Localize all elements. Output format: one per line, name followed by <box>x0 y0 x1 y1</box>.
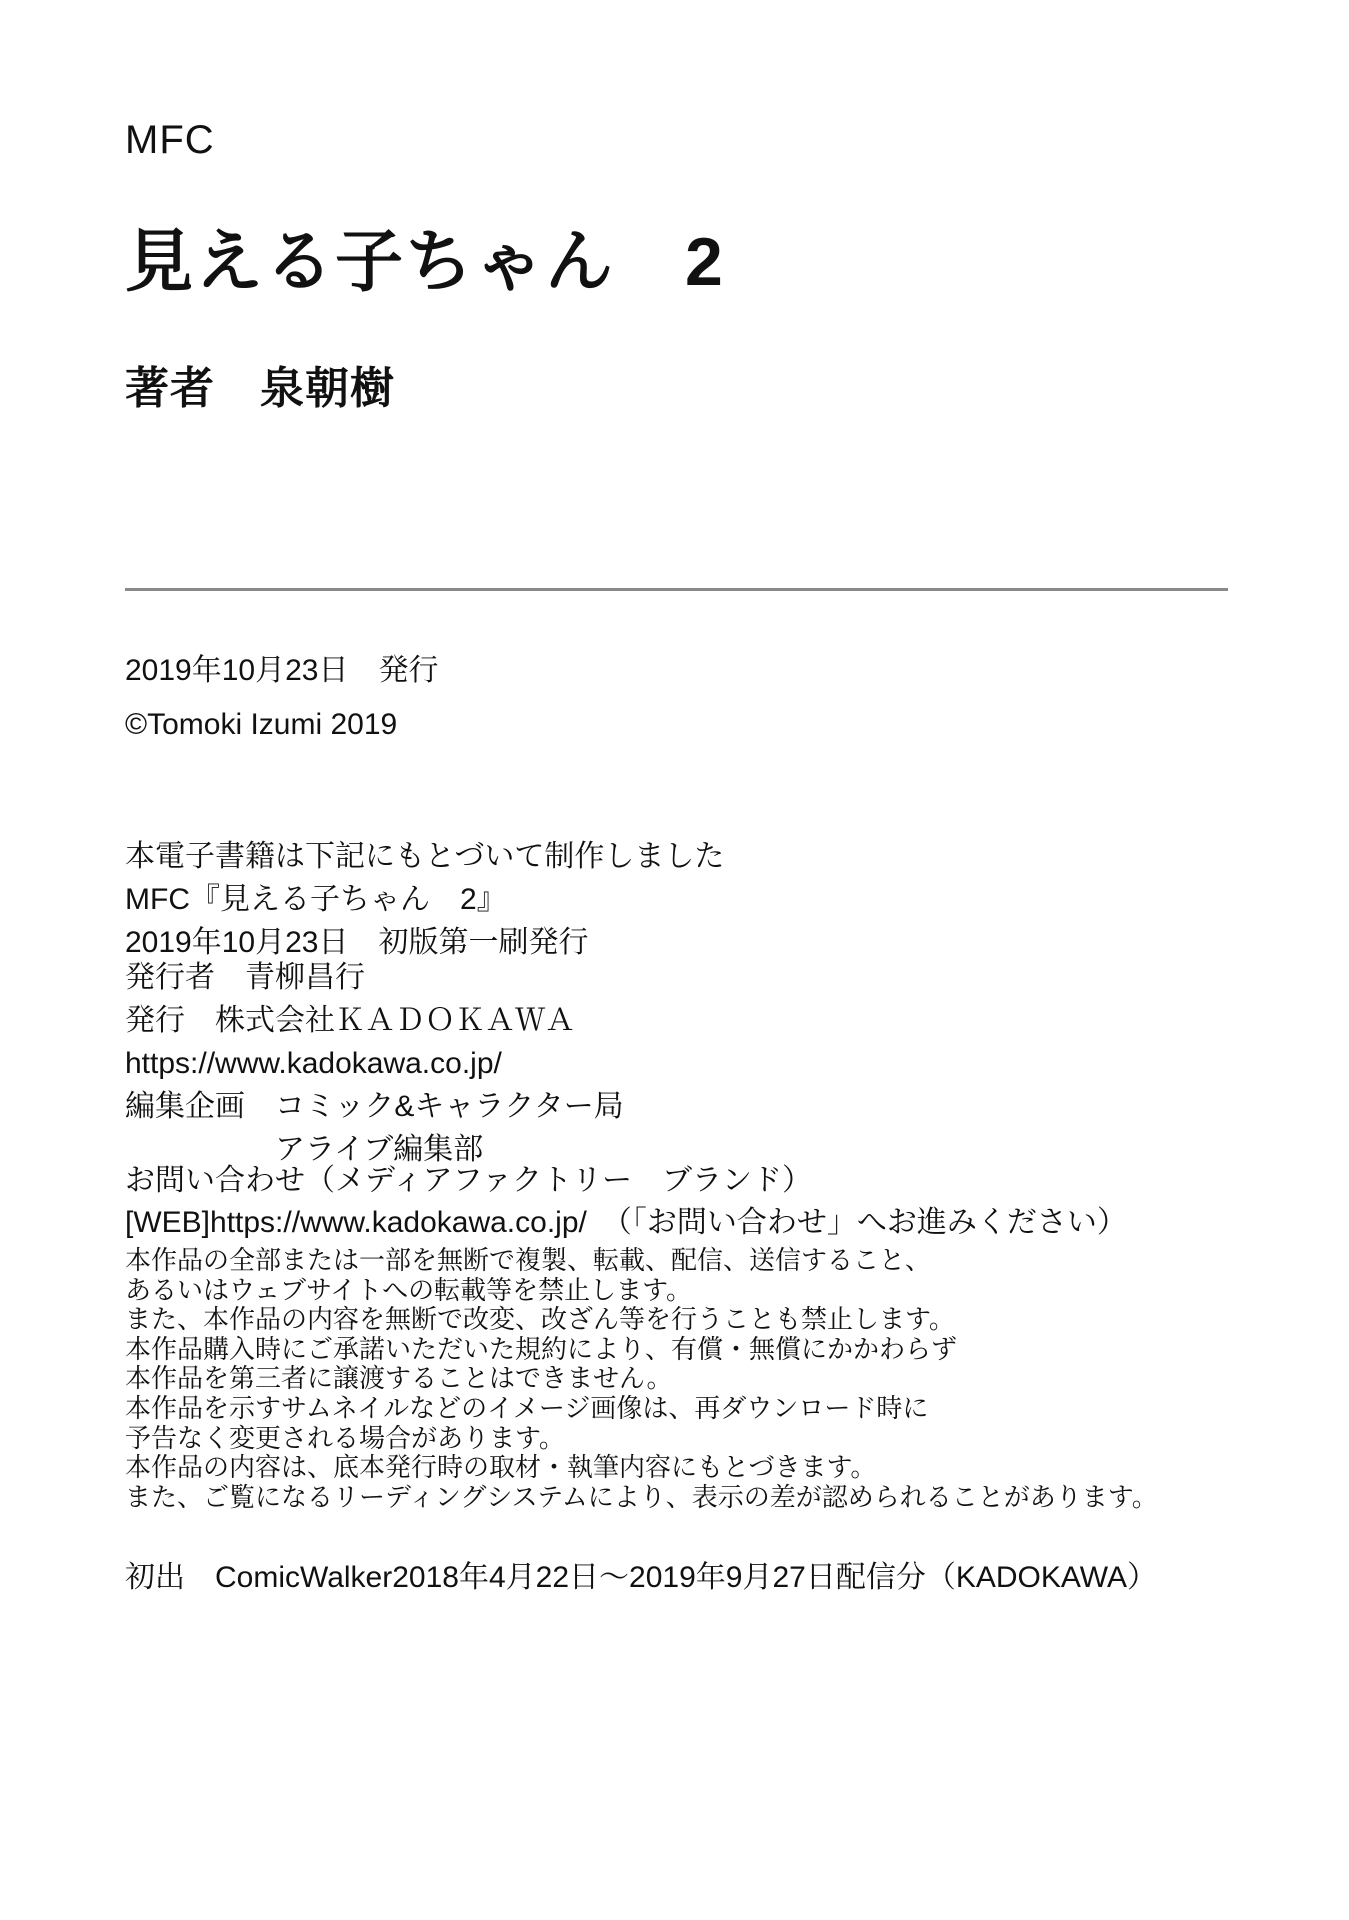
legal-line: 本作品の全部または一部を無断で複製、転載、配信、送信すること、 <box>125 1245 932 1275</box>
publisher-line: 発行者 青柳昌行 <box>125 961 365 994</box>
legal-line: 本作品の内容は、底本発行時の取材・執筆内容にもとづきます。 <box>125 1452 877 1483</box>
legal-line: 本作品を第三者に譲渡することはできません。 <box>125 1363 673 1394</box>
first-publication-line: 初出 ComicWalker2018年4月22日～2019年9月27日配信分（KADOKAWA） <box>125 1561 1157 1594</box>
publisher-url: https://www.kadokawa.co.jp/ <box>125 1047 502 1080</box>
divider-rule <box>125 588 1228 591</box>
legal-line: 本作品を示すサムネイルなどのイメージ画像は、再ダウンロード時に <box>125 1392 929 1423</box>
contact-block <box>125 1160 1127 1244</box>
legal-line: また、ご覧になるリーディングシステムにより、表示の差が認められることがあります。 <box>125 1481 1158 1512</box>
contact-url-line: [WEB]https://www.kadokawa.co.jp/ （「お問い合わせ」へお進みください） <box>125 1206 1127 1239</box>
imprint-label: MFC <box>125 118 215 162</box>
copyright-notice: ©Tomoki Izumi 2019 <box>125 708 398 741</box>
author-line: 著者 泉朝樹 <box>125 364 395 413</box>
legal-line: 予告なく変更される場合があります。 <box>125 1422 565 1453</box>
issue-date-line: 2019年10月23日 発行 <box>125 654 439 687</box>
legal-line: 本作品購入時にご承諾いただいた規約により、有償・無償にかかわらず <box>125 1333 958 1364</box>
legal-line: あるいはウェブサイトへの転載等を禁止します。 <box>125 1274 693 1305</box>
publisher-line: 編集企画 コミック&キャラクター局 <box>125 1090 624 1123</box>
production-note-block <box>125 835 724 964</box>
production-note-line: 2019年10月23日 初版第一刷発行 <box>125 926 589 959</box>
publisher-line: アライブ編集部 <box>275 1133 484 1166</box>
production-note-line: MFC『見える子ちゃん 2』 <box>125 883 507 916</box>
contact-line: お問い合わせ（メディアファクトリー ブランド） <box>125 1164 812 1197</box>
publisher-line: 発行 株式会社ＫＡＤＯＫＡＷＡ <box>125 1004 575 1037</box>
legal-block <box>125 1246 1158 1512</box>
book-title: 見える子ちゃん 2 <box>125 224 725 300</box>
legal-line: また、本作品の内容を無断で改変、改ざん等を行うことも禁止します。 <box>125 1304 955 1335</box>
production-note-line: 本電子書籍は下記にもとづいて制作しました <box>125 840 725 873</box>
publisher-block <box>125 956 624 1171</box>
